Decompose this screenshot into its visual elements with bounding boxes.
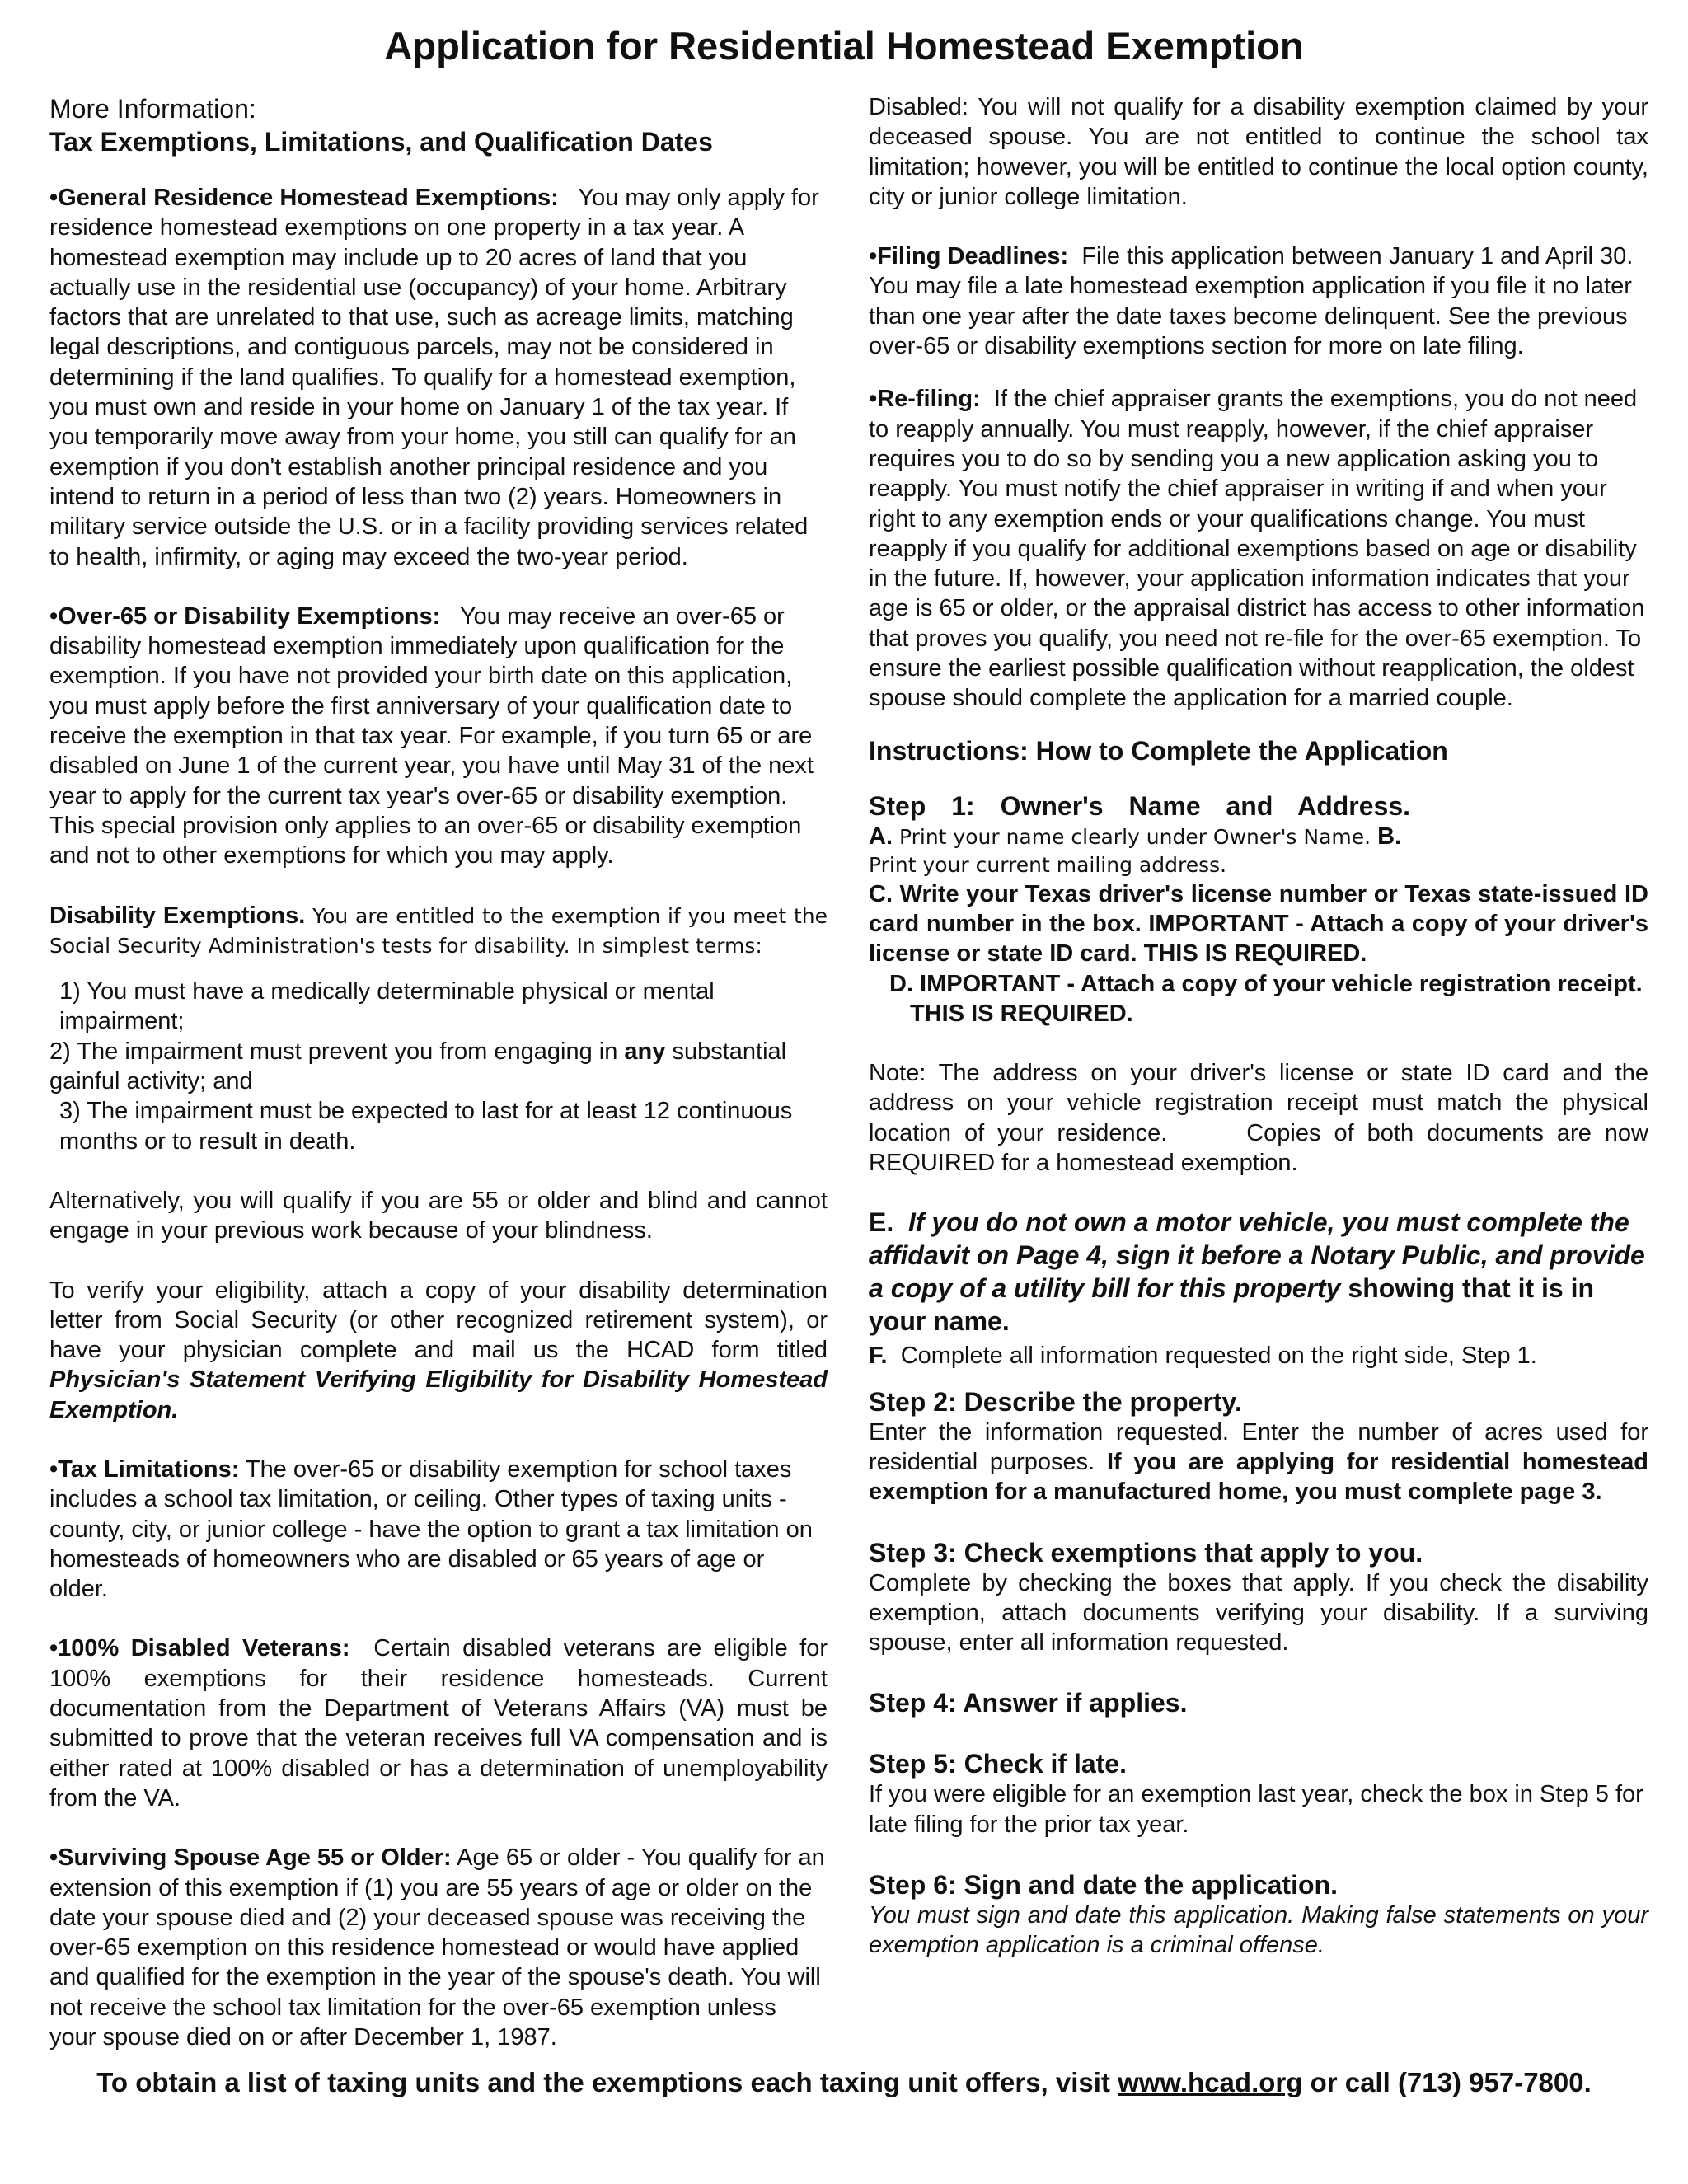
physician-form-title: Physician's Statement Verifying Eligibility for Disability Homestead Exemption. [49,1366,828,1423]
instructions-heading: Instructions: How to Complete the Application [869,735,1448,766]
surviving-spouse-heading: •Surviving Spouse Age 55 or Older: [49,1844,452,1872]
over65-heading: •Over-65 or Disability Exemptions: [49,602,441,630]
footer-contact: To obtain a list of taxing units and the exemptions each taxing unit offers, visit www.hcad.org or call (713) 957-7800. [96,2067,1592,2097]
filing-deadlines-paragraph: •Filing Deadlines: File this application between January 1 and April 30. You may file a late homestead exemption application if you file it no later than one year after the date taxes become delinquent. See the previous over-65 or disability exemptions section for more on late filing. [869,243,1634,360]
alternatively-paragraph: Alternatively, you will qualify if you are 55 or older and blind and cannot engage in your previous work because of your blindness. [49,1187,828,1244]
step1-item-c: C. Write your Texas driver's license number or Texas state-issued ID card number in the box. IMPORTANT - Attach a copy of your driver's license or state ID card. THIS IS REQUIRED. [869,880,1648,968]
disabled-veterans-heading: •100% Disabled Veterans: [49,1635,350,1662]
step3-heading: Step 3: Check exemptions that apply to you. [869,1537,1423,1568]
refiling-paragraph: •Re-filing: If the chief appraiser grants the exemptions, you do not need to reapply annually. You must reapply, however, if the chief appraiser requires you to do so by sending you a new application asking you to reapply. You must notify the chief appraiser in writing if and when your right to any exemption ends or your qualifications change. You must reapply if you qualify for additional exemptions based on age or disability in the future. If, however, your application information indicates that your age is 65 or older, or the appraisal district has access to other information that proves you qualify, you need not re-file for the over-65 exemption. To ensure the earliest possible qualification without reapplication, the oldest spouse should complete the application for a married couple. [869,386,1645,712]
over65-paragraph [49,602,828,871]
step5-heading: Step 5: Check if late. [869,1749,1127,1779]
over65-text: You may receive an over-65 or disability homestead exemption immediately upon qualification for the exemption. If you have not provided your birth date on this application, you must apply before the first anniversary of your qualification date to receive the exemption in that tax year. For example, if you turn 65 or are disabled on June 1 of the current year, you have until May 31 of the next year to apply for the current tax year's over-65 or disability exemption. This special provision only applies to an over-65 or disability exemption and not to other exemptions for which you may apply. [49,602,814,869]
verify-text: To verify your eligibility, attach a copy of your disability determination letter from Social Security (or other recognized retirement system), or have your physician complete and mail us the HCAD form titled [49,1277,828,1364]
tax-limitations-paragraph: •Tax Limitations: The over-65 or disability exemption for school taxes includes a school tax limitation, or ceiling. Other types of taxing units - county, city, or junior college - have the option to grant a tax limitation on homesteads of homeowners who are disabled or 65 years of age or older. [49,1455,813,1603]
step1-item-f: F. Complete all information requested on the right side, Step 1. [869,1343,1537,1370]
disability-item-1: 1) You must have a medically determinable physical or mental impairment; [59,978,715,1035]
disabled-veterans-paragraph: •100% Disabled Veterans: Certain disabled veterans are eligible for 100% exemptions for their residence homesteads. Current documentation from the Department of Veterans Affairs (VA) must be submitted to prove that the veteran receives full VA compensation and is either rated at 100% disabled or has a determination of unemployability from the VA. [49,1635,828,1811]
disability-item-2: 2) The impairment must prevent you from engaging in any substantial gainful activity; and [49,1038,787,1095]
step1-heading: Step 1: Owner's Name and Address. [869,790,1411,821]
disability-heading: Disability Exemptions. [49,902,306,929]
step3-paragraph: Complete by checking the boxes that apply. If you check the disability exemption, attach documents verifying your disability. If a surviving spouse, enter all information requested. [869,1569,1648,1657]
disability-item-3: 3) The impairment must be expected to last for at least 12 continuous months or to result in death. [59,1098,793,1155]
note-paragraph: Note: The address on your driver's license or state ID card and the address on your vehicle registration receipt must match the physical location of your residence. Copies of both documents are now REQUIRED for a homestead exemption. [869,1060,1649,1177]
step2-paragraph: Enter the information requested. Enter the number of acres used for residential purposes. If you are applying for residential homestead exemption for a manufactured home, you must complete page 3. [869,1418,1648,1506]
page-title: Application for Residential Homestead Exemption [384,24,1304,68]
right-column [869,92,1648,1961]
left-column [49,92,828,2052]
step6-heading: Step 6: Sign and date the application. [869,1869,1338,1900]
disability-paragraph [49,901,828,961]
hcad-link[interactable]: www.hcad.org [1118,2067,1303,2097]
step6-paragraph: You must sign and date this application. Making false statements on your exemption application is a criminal offense. [869,1901,1648,1959]
disability-text: You are entitled to the exemption if you meet the Social Security Administration's tests for disability. In simplest terms: [49,903,828,958]
step1-item-b: Print your current mailing address. [869,852,1227,877]
refiling-heading: •Re-filing: [869,386,981,413]
disabled-spouse-paragraph: Disabled: You will not qualify for a disability exemption claimed by your deceased spouse. You are not entitled to continue the school tax limitation; however, you will be entitled to continue the local option county, city or junior college limitation. [869,94,1648,210]
general-exemptions-heading: •General Residence Homestead Exemptions: [49,185,559,211]
verify-paragraph [49,1276,828,1425]
more-info-label: More Information: [49,94,256,124]
section-subtitle: Tax Exemptions, Limitations, and Qualification Dates [49,127,713,157]
general-exemptions-text: You may only apply for residence homestead exemptions on one property in a tax year. A homestead exemption may include up to 20 acres of land that you actually use in the residential use (occupancy) of your home. Arbitrary factors that are unrelated to that use, such as acreage limits, matching legal descriptions, and contiguous parcels, may not be considered in determining if the land qualifies. To qualify for a homestead exemption, you must own and reside in your home on January 1 of the tax year. If you temporarily move away from your home, you still can qualify for an exemption if you don't establish another principal residence and you intend to return in a period of less than two (2) years. Homeowners in military service outside the U.S. or in a facility providing services related to health, infirmity, or aging may exceed the two-year period. [49,185,819,570]
step5-paragraph: If you were eligible for an exemption last year, check the box in Step 5 for late filing for the prior tax year. [869,1781,1643,1838]
step2-heading: Step 2: Describe the property. [869,1386,1242,1417]
tax-limitations-heading: •Tax Limitations: [49,1455,240,1483]
general-exemptions-paragraph [49,183,828,572]
step1-item-e: E. If you do not own a motor vehicle, you must complete the affidavit on Page 4, sign it before a Notary Public, and provide a copy of a utility bill for this property showing that it is in your name. [869,1207,1645,1337]
filing-deadlines-heading: •Filing Deadlines: [869,243,1069,270]
step4-heading: Step 4: Answer if applies. [869,1688,1188,1718]
surviving-spouse-paragraph: •Surviving Spouse Age 55 or Older: Age 65 or older - You qualify for an extension of this exemption if (1) you are 55 years of age or older on the date your spouse died and (2) your deceased spouse was receiving the over-65 exemption on this residence homestead or would have applied and qualified for the exemption in the year of the spouse's death. You will not receive the school tax limitation for the over-65 exemption unless your spouse died on or after December 1, 1987. [49,1844,825,2051]
step1-item-d: D. IMPORTANT - Attach a copy of your vehicle registration receipt. THIS IS REQUIRED. [889,970,1643,1027]
step1-item-a: A. Print your name clearly under Owner's Name. B. [869,823,1402,850]
